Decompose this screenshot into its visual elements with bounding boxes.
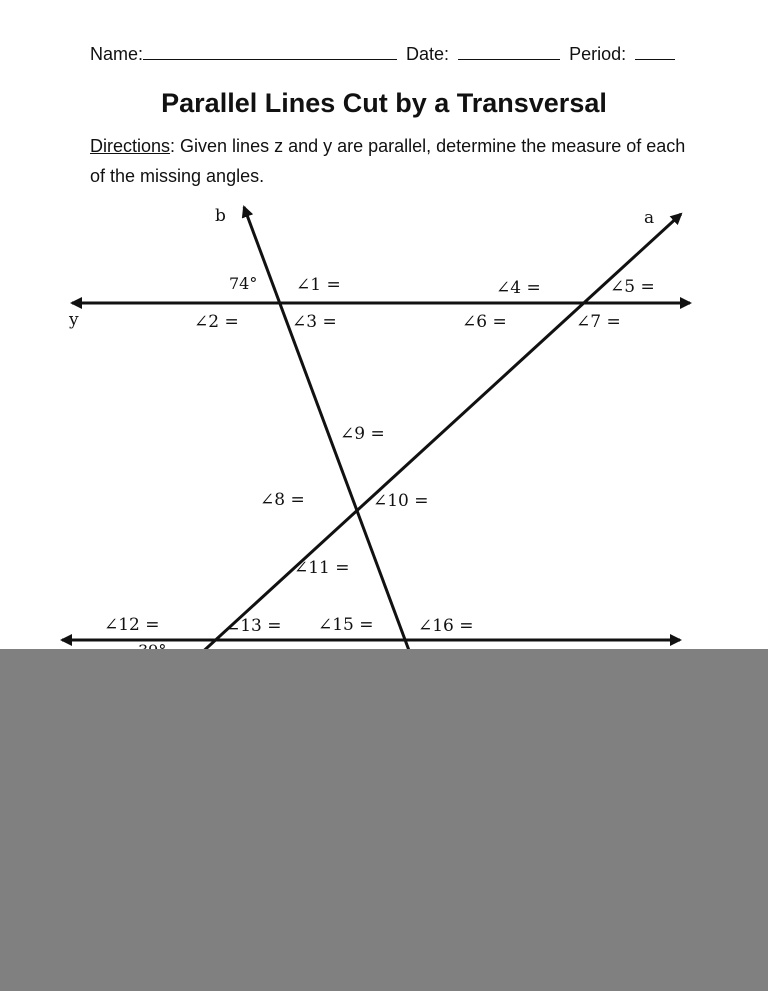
name-label: Name:: [90, 44, 144, 64]
angle-16-label: ∠16 =: [418, 616, 474, 636]
date-label: Date:: [406, 44, 450, 64]
angle-1-label: ∠1 =: [296, 275, 341, 295]
angle-5-label: ∠5 =: [610, 277, 655, 297]
angle-9-label: ∠9 =: [340, 424, 385, 444]
page-title: Parallel Lines Cut by a Transversal: [161, 88, 607, 118]
angle-13-label: ∠13 =: [226, 616, 282, 636]
period-label: Period:: [569, 44, 627, 64]
label-line-a: a: [644, 208, 655, 228]
angle-15-label: ∠15 =: [318, 615, 374, 635]
angle-6-label: ∠6 =: [462, 312, 507, 332]
angle-7-label: ∠7 =: [576, 312, 621, 332]
angle-11-label: ∠11 =: [294, 558, 350, 578]
label-line-b: b: [215, 206, 226, 226]
angle-10-label: ∠10 =: [373, 491, 429, 511]
angle-4-label: ∠4 =: [496, 278, 541, 298]
directions-text: : Given lines z and y are parallel, determine the measure of each of the missing angles.: [90, 136, 686, 186]
given-angle-74: 74°: [229, 274, 258, 293]
label-line-y: y: [69, 310, 79, 330]
angle-12-label: ∠12 =: [104, 615, 160, 635]
angle-8-label: ∠8 =: [260, 490, 305, 510]
angle-3-label: ∠3 =: [292, 312, 337, 332]
directions-label: Directions: [90, 136, 171, 156]
angle-2-label: ∠2 =: [194, 312, 239, 332]
gray-overlay: [0, 649, 768, 991]
